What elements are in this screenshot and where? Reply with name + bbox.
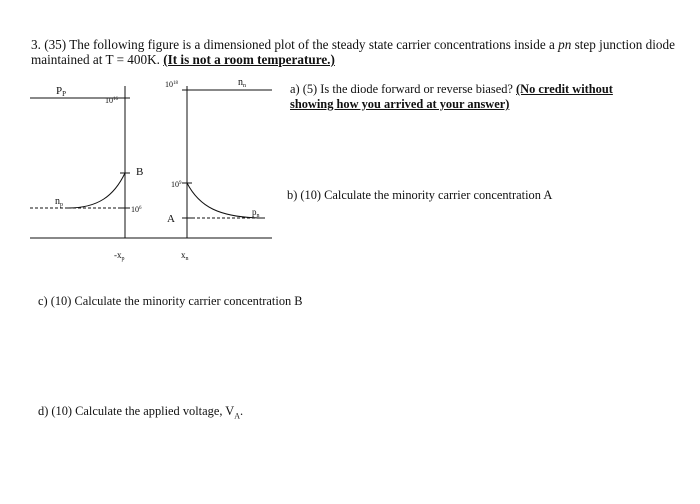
problem-number: 3. (31, 37, 41, 52)
minority-np-curve (68, 173, 125, 208)
question-a-text: a) (5) Is the diode forward or reverse biased? (290, 82, 513, 96)
label-1e9: $10^9$ (171, 180, 182, 189)
label-pn: $p_n$ (252, 207, 260, 219)
label-1e18: $10^{18}$ (165, 80, 178, 89)
question-b (287, 188, 667, 203)
label-A: A (167, 213, 175, 225)
question-a (290, 82, 650, 112)
carrier-concentration-figure (28, 70, 278, 270)
problem-text: The following figure is a dimensioned plot of the steady state carrier concentrations inside a (69, 37, 555, 52)
junction-type: pn (558, 37, 572, 52)
problem-note: (It is not a room temperature.) (163, 52, 335, 67)
question-d-text: d) (10) Calculate the applied voltage, V (38, 404, 235, 418)
label-np: $n_p$ (55, 196, 63, 208)
problem-text-2: step junction diode maintained at T = 400K. (31, 37, 675, 67)
label-1e16: $10^{16}$ (105, 96, 118, 105)
question-a-note: (No credit without showing how you arrived at your answer) (290, 82, 613, 111)
label-pp: PP (56, 85, 67, 98)
label-B: B (136, 166, 144, 178)
problem-statement (31, 37, 676, 67)
question-c (38, 294, 438, 309)
problem-points: (35) (44, 37, 67, 52)
label-nn: $n_n$ (238, 77, 246, 89)
label-xp: $-x_p$ (114, 250, 125, 262)
label-1e6: $10^6$ (131, 205, 142, 214)
question-d-end: . (240, 404, 244, 418)
question-c-text: c) (10) Calculate the minority carrier concentration B (38, 294, 303, 308)
question-d (38, 404, 438, 423)
question-d-sub: A (234, 411, 241, 421)
label-xn: $x_n$ (181, 250, 189, 262)
question-b-text: b) (10) Calculate the minority carrier concentration A (287, 188, 553, 202)
